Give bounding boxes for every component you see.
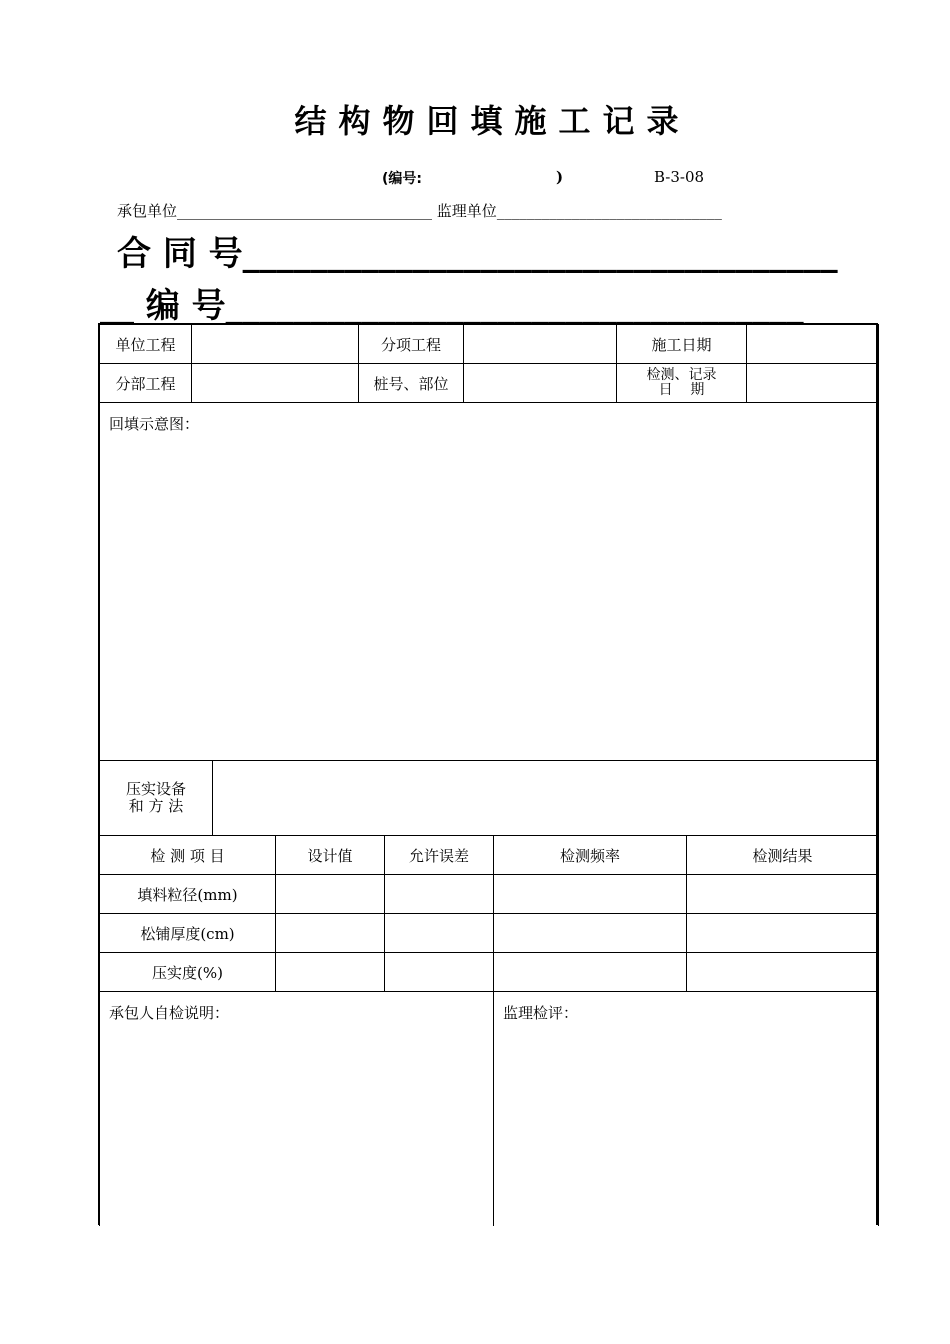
- table-row: [100, 914, 879, 953]
- cell-input[interactable]: [385, 914, 494, 953]
- construction-date-label: 施工日期: [617, 325, 747, 364]
- document-title: 结构物回填施工记录: [294, 102, 691, 140]
- units-line: [117, 200, 722, 221]
- inspection-date-label-line1: 检测、记录: [646, 367, 717, 383]
- row-fill-particle-size: 填料粒径(mm): [100, 875, 276, 914]
- contractor-field[interactable]: __________________________________: [177, 202, 433, 220]
- cell-input[interactable]: [494, 914, 687, 953]
- cell-input[interactable]: [687, 953, 879, 992]
- column-inspection-result: 检测结果: [687, 836, 879, 875]
- supervisor-review-label: 监理检评：: [503, 1004, 579, 1022]
- pile-location-label: 桩号、部位: [359, 364, 464, 403]
- cell-input[interactable]: [276, 875, 385, 914]
- backfill-diagram-label: 回填示意图：: [109, 415, 200, 433]
- cell-input[interactable]: [385, 875, 494, 914]
- pile-location-value[interactable]: [464, 364, 617, 403]
- form-code: B-3-08: [654, 168, 705, 186]
- cell-input[interactable]: [276, 914, 385, 953]
- sub-item-project-label: 分项工程: [359, 325, 464, 364]
- column-inspection-item: 检 测 项 目: [100, 836, 276, 875]
- compaction-equipment-value[interactable]: [213, 761, 879, 836]
- serial-number-close: ): [556, 168, 564, 186]
- compaction-equipment-label: [100, 761, 213, 836]
- column-design-value: 设计值: [276, 836, 385, 875]
- unit-project-value[interactable]: [192, 325, 359, 364]
- sub-item-project-value[interactable]: [464, 325, 617, 364]
- row-compaction-degree: 压实度(%): [100, 953, 276, 992]
- serial-number-label: (编号:: [382, 171, 422, 187]
- compaction-label-line2: 和 方 法: [128, 797, 184, 815]
- cell-input[interactable]: [687, 875, 879, 914]
- supervisor-review-area[interactable]: [494, 992, 879, 1226]
- cell-input[interactable]: [276, 953, 385, 992]
- document-number-line[interactable]: __ 编 号__________________________________: [100, 286, 804, 326]
- column-allowed-error: 允许误差: [385, 836, 494, 875]
- inspection-date-value[interactable]: [747, 364, 879, 403]
- backfill-diagram-area[interactable]: [100, 403, 879, 761]
- supervisor-field[interactable]: ______________________________: [496, 202, 722, 220]
- inspection-date-label-line2: 日 期: [658, 382, 705, 398]
- inspection-table: [99, 835, 879, 992]
- inspection-date-label: [617, 364, 747, 403]
- cell-input[interactable]: [494, 953, 687, 992]
- supervisor-label: 监理单位: [436, 202, 497, 220]
- construction-date-value[interactable]: [747, 325, 879, 364]
- notes-table: [99, 991, 879, 1226]
- table-row: [100, 875, 879, 914]
- column-inspection-frequency: 检测频率: [494, 836, 687, 875]
- division-project-label: 分部工程: [100, 364, 192, 403]
- cell-input[interactable]: [494, 875, 687, 914]
- compaction-label-line1: 压实设备: [125, 780, 186, 798]
- contractor-label: 承包单位: [117, 202, 178, 220]
- contractor-self-check-label: 承包人自检说明：: [109, 1004, 230, 1022]
- header-table: [99, 324, 879, 761]
- cell-input[interactable]: [385, 953, 494, 992]
- contractor-self-check-area[interactable]: [100, 992, 494, 1226]
- cell-input[interactable]: [687, 914, 879, 953]
- division-project-value[interactable]: [192, 364, 359, 403]
- unit-project-label: 单位工程: [100, 325, 192, 364]
- table-row: [100, 953, 879, 992]
- row-loose-thickness: 松铺厚度(cm): [100, 914, 276, 953]
- contract-number-line[interactable]: 合 同 号___________________________________: [117, 234, 838, 274]
- compaction-table: [99, 760, 879, 836]
